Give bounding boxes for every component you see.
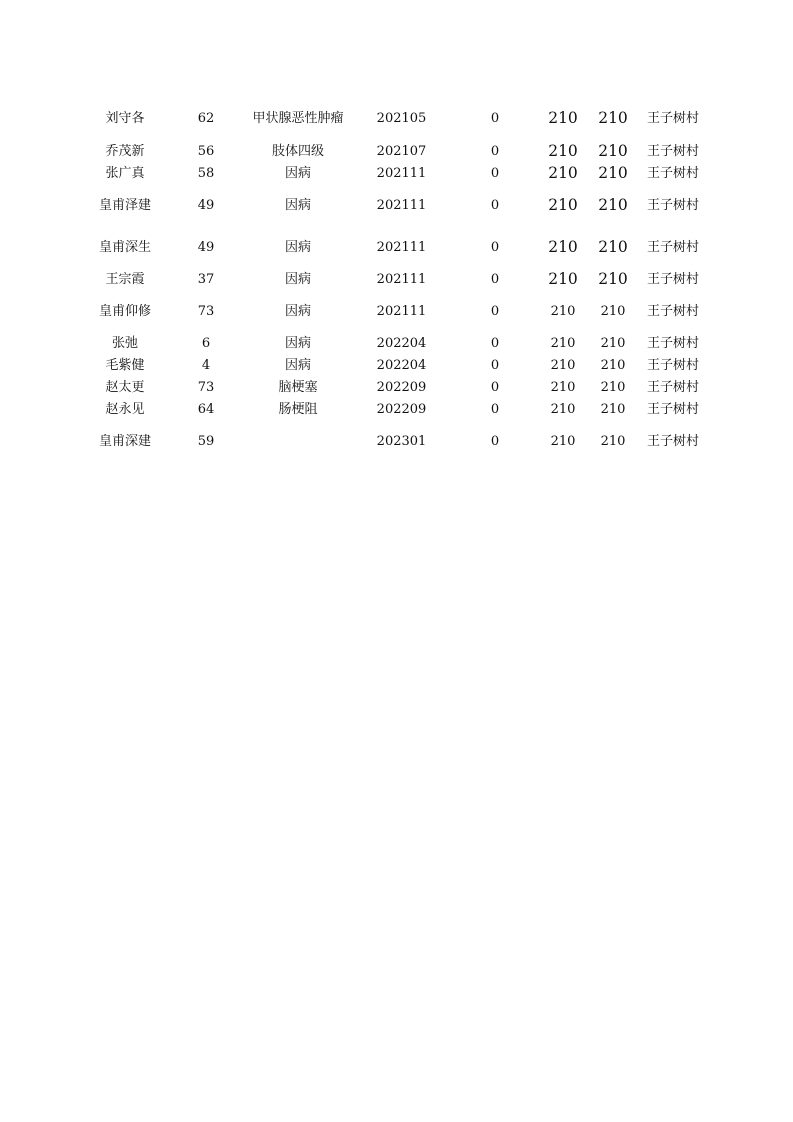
table-row — [90, 226, 720, 268]
zero-cell: 0 — [490, 165, 500, 181]
amount-a-cell: 210 — [548, 237, 578, 256]
amount-b-cell: 210 — [598, 108, 628, 127]
table-row — [90, 332, 720, 354]
amount-a-cell: 210 — [548, 195, 578, 214]
table-row — [90, 354, 720, 376]
amount-b-cell: 210 — [598, 141, 628, 160]
zero-cell: 0 — [490, 197, 500, 213]
date-cell: 202107 — [376, 143, 427, 159]
date-cell: 202111 — [376, 239, 427, 255]
village-cell: 王子树村 — [646, 143, 699, 159]
date-cell: 202111 — [376, 303, 427, 319]
amount-b-cell: 210 — [600, 303, 626, 319]
cause-cell: 脑梗塞 — [278, 379, 318, 395]
zero-cell: 0 — [490, 303, 500, 319]
age-cell: 4 — [201, 357, 211, 373]
village-cell: 王子树村 — [646, 239, 699, 255]
zero-cell: 0 — [490, 357, 500, 373]
name-cell: 毛紫健 — [105, 357, 145, 373]
amount-a-cell: 210 — [548, 108, 578, 127]
cause-cell: 甲状腺恶性肿瘤 — [252, 110, 344, 126]
date-cell: 202204 — [376, 357, 427, 373]
name-cell: 赵太更 — [105, 379, 145, 395]
table-row — [90, 96, 720, 140]
date-cell: 202204 — [376, 335, 427, 351]
village-cell: 王子树村 — [646, 271, 699, 287]
name-cell: 皇甫深生 — [98, 239, 151, 255]
amount-a-cell: 210 — [550, 303, 576, 319]
cause-cell: 因病 — [284, 335, 311, 351]
date-cell: 202209 — [376, 401, 427, 417]
amount-b-cell: 210 — [598, 237, 628, 256]
age-cell: 58 — [197, 165, 215, 181]
zero-cell: 0 — [490, 335, 500, 351]
amount-b-cell: 210 — [600, 401, 626, 417]
village-cell: 王子树村 — [646, 379, 699, 395]
age-cell: 73 — [197, 379, 215, 395]
age-cell: 49 — [197, 239, 215, 255]
date-cell: 202105 — [376, 110, 427, 126]
name-cell: 王宗霞 — [105, 271, 145, 287]
name-cell: 皇甫泽建 — [98, 197, 151, 213]
cause-cell: 因病 — [284, 239, 311, 255]
age-cell: 6 — [201, 335, 211, 351]
age-cell: 37 — [197, 271, 215, 287]
amount-b-cell: 210 — [598, 163, 628, 182]
cause-cell: 因病 — [284, 271, 311, 287]
age-cell: 56 — [197, 143, 215, 159]
zero-cell: 0 — [490, 401, 500, 417]
date-cell: 202209 — [376, 379, 427, 395]
cause-cell: 因病 — [284, 303, 311, 319]
amount-b-cell: 210 — [600, 335, 626, 351]
village-cell: 王子树村 — [646, 110, 699, 126]
zero-cell: 0 — [490, 239, 500, 255]
village-cell: 王子树村 — [646, 357, 699, 373]
name-cell: 刘守各 — [105, 110, 145, 126]
name-cell: 张广真 — [105, 165, 145, 181]
village-cell: 王子树村 — [646, 303, 699, 319]
age-cell: 64 — [197, 401, 215, 417]
cause-cell: 肠梗阻 — [278, 401, 318, 417]
table-row — [90, 140, 720, 162]
village-cell: 王子树村 — [646, 165, 699, 181]
amount-b-cell: 210 — [598, 269, 628, 288]
date-cell: 202111 — [376, 197, 427, 213]
amount-b-cell: 210 — [598, 195, 628, 214]
age-cell: 62 — [197, 110, 215, 126]
zero-cell: 0 — [490, 110, 500, 126]
cause-cell: 肢体四级 — [271, 143, 324, 159]
cause-cell: 因病 — [284, 165, 311, 181]
amount-a-cell: 210 — [550, 335, 576, 351]
cause-cell: 因病 — [284, 197, 311, 213]
name-cell: 赵永见 — [105, 401, 145, 417]
table-row — [90, 420, 720, 462]
name-cell: 张弛 — [111, 335, 138, 351]
amount-b-cell: 210 — [600, 379, 626, 395]
amount-a-cell: 210 — [550, 433, 576, 449]
zero-cell: 0 — [490, 271, 500, 287]
amount-a-cell: 210 — [550, 379, 576, 395]
village-cell: 王子树村 — [646, 433, 699, 449]
table-row — [90, 376, 720, 398]
table-row — [90, 184, 720, 226]
table-row — [90, 162, 720, 184]
date-cell: 202301 — [376, 433, 427, 449]
amount-a-cell: 210 — [548, 269, 578, 288]
amount-a-cell: 210 — [550, 401, 576, 417]
amount-b-cell: 210 — [600, 357, 626, 373]
amount-a-cell: 210 — [548, 163, 578, 182]
village-cell: 王子树村 — [646, 335, 699, 351]
amount-a-cell: 210 — [550, 357, 576, 373]
age-cell: 49 — [197, 197, 215, 213]
name-cell: 乔茂新 — [105, 143, 145, 159]
amount-b-cell: 210 — [600, 433, 626, 449]
date-cell: 202111 — [376, 165, 427, 181]
name-cell: 皇甫仰修 — [98, 303, 151, 319]
village-cell: 王子树村 — [646, 401, 699, 417]
zero-cell: 0 — [490, 143, 500, 159]
village-cell: 王子树村 — [646, 197, 699, 213]
age-cell: 73 — [197, 303, 215, 319]
date-cell: 202111 — [376, 271, 427, 287]
table-row — [90, 290, 720, 332]
zero-cell: 0 — [490, 379, 500, 395]
zero-cell: 0 — [490, 433, 500, 449]
table-row — [90, 398, 720, 420]
cause-cell: 因病 — [284, 357, 311, 373]
name-cell: 皇甫深建 — [98, 433, 151, 449]
table-row — [90, 268, 720, 290]
age-cell: 59 — [197, 433, 215, 449]
record-table — [90, 96, 720, 462]
amount-a-cell: 210 — [548, 141, 578, 160]
